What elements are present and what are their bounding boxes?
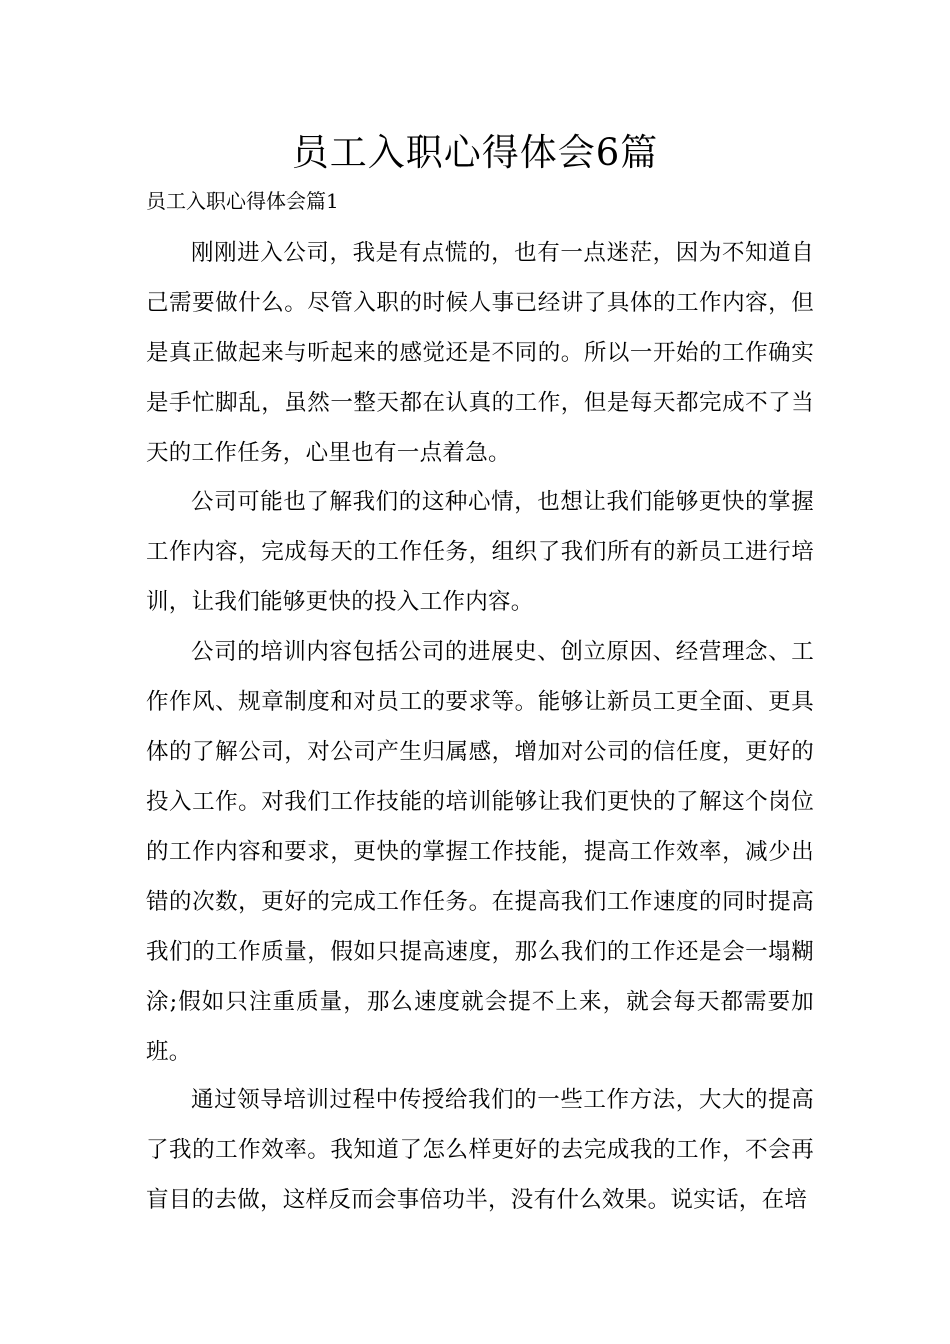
paragraph: 通过领导培训过程中传授给我们的一些工作方法，大大的提高了我的工作效率。我知道了怎么样更好的去完成我的工作，不会再盲目的去做，这样反而会事倍功半，没有什么效果。说实话，在培 <box>146 1087 814 1213</box>
paragraph: 刚刚进入公司，我是有点慌的，也有一点迷茫，因为不知道自己需要做什么。尽管入职的时候人事已经讲了具体的工作内容，但是真正做起来与听起来的感觉还是不同的。所以一开始的工作确实是手忙脚乱，虽然一整天都在认真的工作，但是每天都完成不了当天的工作任务，心里也有一点着急。 <box>146 240 814 466</box>
paragraph: 公司可能也了解我们的这种心情，也想让我们能够更快的掌握工作内容，完成每天的工作任务，组织了我们所有的新员工进行培训，让我们能够更快的投入工作内容。 <box>146 489 814 615</box>
paragraph: 公司的培训内容包括公司的进展史、创立原因、经营理念、工作作风、规章制度和对员工的要求等。能够让新员工更全面、更具体的了解公司，对公司产生归属感，增加对公司的信任度，更好的投入工作。对我们工作技能的培训能够让我们更快的了解这个岗位的工作内容和要求，更快的掌握工作技能，提高工作效率，减少出错的次数，更好的完成工作任务。在提高我们工作速度的同时提高我们的工作质量，假如只提高速度，那么我们的工作还是会一塌糊涂;假如只注重质量，那么速度就会提不上来，就会每天都需要加班。 <box>146 639 814 1065</box>
section-heading: 员工入职心得体会篇1 <box>146 189 339 213</box>
document-title: 员工入职心得体会6篇 <box>291 131 659 174</box>
